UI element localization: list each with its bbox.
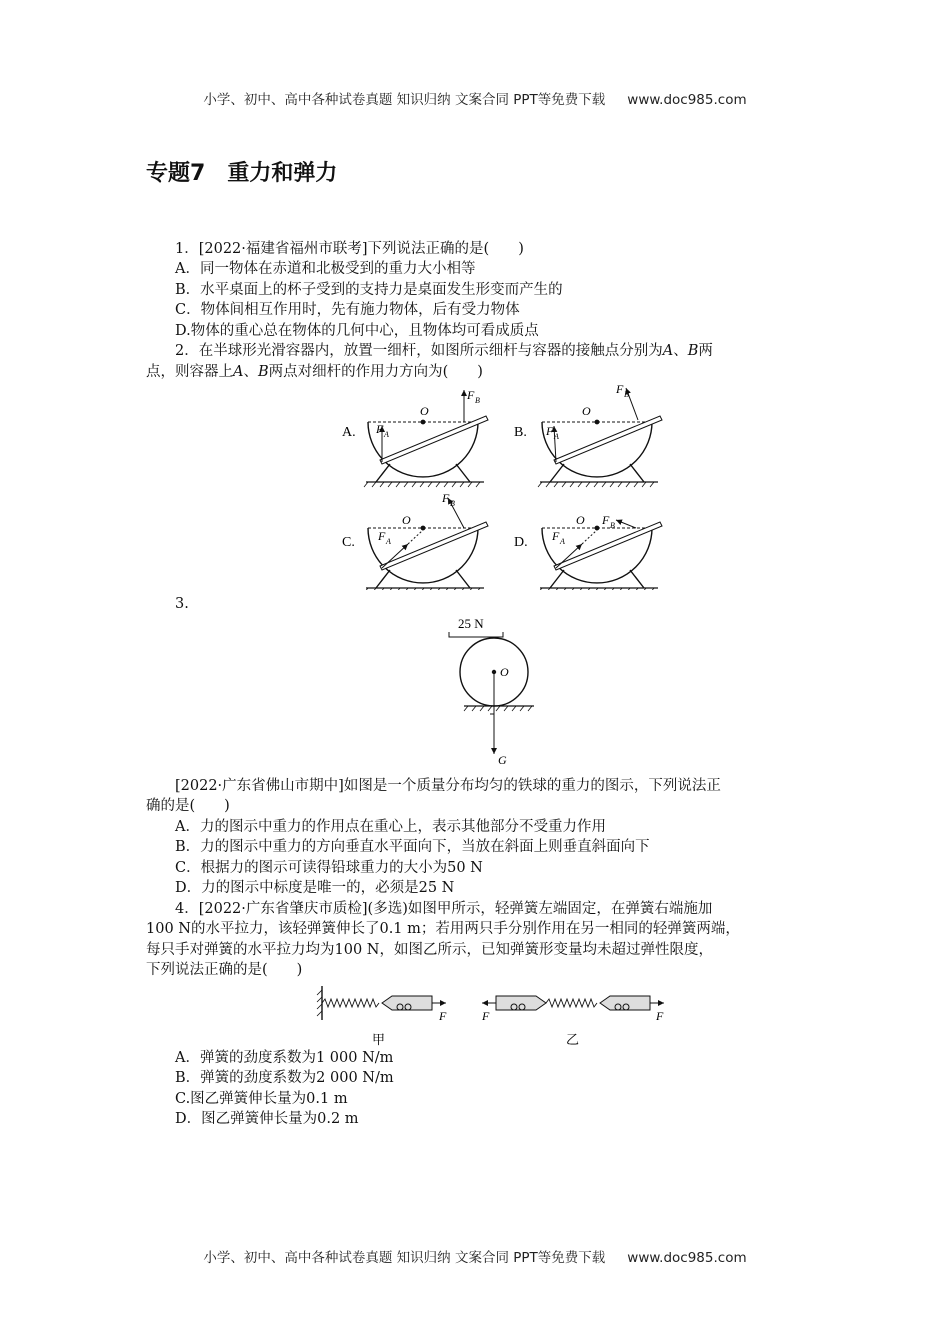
q4-spring-figure	[314, 982, 674, 1048]
bowl-label-b: B.	[514, 425, 527, 440]
spring-figure-jia	[317, 986, 447, 1047]
q1-option-c: C．物体间相互作用时，先有施力物体，后有受力物体	[175, 302, 520, 318]
svg-text:O: O	[402, 513, 411, 527]
header-site: www.doc985.com	[627, 92, 747, 108]
page-title	[146, 156, 337, 187]
bowl-option-c	[364, 498, 488, 590]
title-name: 重力和弹力	[227, 161, 338, 186]
svg-text:A: A	[560, 537, 565, 546]
svg-text:O: O	[420, 404, 429, 418]
svg-text:O: O	[500, 665, 509, 679]
q4-option-b: B．弹簧的劲度系数为2 000 N/m	[175, 1070, 394, 1086]
q3-stem-line2: 确的是( )	[146, 798, 230, 814]
q1-option-d: D.物体的重心总在物体的几何中心，且物体均可看成质点	[175, 323, 539, 339]
footer-text: 小学、初中、高中各种试卷真题 知识归纳 文案合同 PPT等免费下载	[203, 1250, 606, 1266]
q1-option-b: B．水平桌面上的杯子受到的支持力是桌面发生形变而产生的	[175, 282, 563, 298]
q3-number: 3.	[175, 596, 189, 612]
gravity-label: G	[498, 753, 507, 767]
svg-text:O: O	[576, 513, 585, 527]
svg-text:F: F	[439, 1009, 447, 1023]
label-jia: 甲	[372, 1032, 386, 1047]
bowl-label-a: A.	[342, 425, 356, 440]
bowl-label-d: D.	[514, 535, 528, 550]
svg-text:F: F	[602, 513, 610, 527]
q4-option-a: A．弹簧的劲度系数为1 000 N/m	[175, 1050, 394, 1066]
svg-text:F: F	[656, 1009, 664, 1023]
label-yi: 乙	[566, 1032, 580, 1047]
title-topic: 专题7	[146, 161, 206, 186]
page-footer	[0, 1246, 950, 1266]
svg-text:F: F	[546, 424, 554, 438]
bowl-label-c: C.	[342, 535, 355, 550]
svg-text:F: F	[442, 491, 450, 505]
q3-option-d: D．力的图示中标度是唯一的，必须是25 N	[175, 880, 455, 896]
q3-option-a: A．力的图示中重力的作用点在重心上，表示其他部分不受重力作用	[175, 819, 606, 835]
page-header	[0, 88, 950, 108]
svg-text:F: F	[467, 388, 475, 402]
q4-option-d: D．图乙弹簧伸长量为0.2 m	[175, 1111, 359, 1127]
svg-text:F: F	[482, 1009, 490, 1023]
q3-option-c: C．根据力的图示可读得铅球重力的大小为50 N	[175, 860, 483, 876]
q4-option-c: C.图乙弹簧伸长量为0.1 m	[175, 1091, 348, 1107]
svg-text:B: B	[475, 396, 480, 405]
svg-text:O: O	[582, 404, 591, 418]
svg-text:F: F	[376, 422, 384, 436]
q2-stem-line1: 2．在半球形光滑容器内，放置一细杆，如图所示细杆与容器的接触点分别为A、B两	[175, 343, 713, 359]
svg-text:B: B	[610, 521, 615, 530]
svg-text:B: B	[624, 390, 629, 399]
svg-text:F: F	[552, 529, 560, 543]
q3-stem-line1: [2022·广东省佛山市期中]如图是一个质量分布均匀的铁球的重力的图示，下列说法正	[175, 778, 721, 794]
svg-text:A: A	[386, 537, 391, 546]
q4-stem-line4: 下列说法正确的是( )	[146, 962, 303, 978]
q2-stem-line2: 点，则容器上A、B两点对细杆的作用力方向为( )	[146, 364, 483, 380]
q3-option-b: B．力的图示中重力的方向垂直水平面向下，当放在斜面上则垂直斜面向下	[175, 839, 650, 855]
q1-option-a: A．同一物体在赤道和北极受到的重力大小相等	[175, 261, 476, 277]
spring-figure-yi	[481, 996, 664, 1047]
q3-ball-figure	[438, 614, 538, 768]
svg-text:B: B	[450, 499, 455, 508]
svg-text:A: A	[554, 432, 559, 441]
svg-text:A: A	[384, 430, 389, 439]
q1-stem: 1．[2022·福建省福州市联考]下列说法正确的是( )	[175, 241, 524, 257]
q2-bowl-figure	[330, 378, 670, 590]
footer-site: www.doc985.com	[627, 1250, 747, 1266]
scale-label: 25 N	[458, 616, 484, 631]
q4-stem-line2: 100 N的水平拉力，该轻弹簧伸长了0.1 m；若用两只手分别作用在另一相同的轻弹簧两端，	[146, 921, 740, 937]
svg-text:F: F	[616, 382, 624, 396]
svg-text:F: F	[378, 529, 386, 543]
q4-stem-line3: 每只手对弹簧的水平拉力均为100 N，如图乙所示，已知弹簧形变量均未超过弹性限度，	[146, 942, 713, 958]
header-text: 小学、初中、高中各种试卷真题 知识归纳 文案合同 PPT等免费下载	[203, 92, 606, 108]
q4-stem-line1: 4．[2022·广东省肇庆市质检](多选)如图甲所示，轻弹簧左端固定，在弹簧右端施加	[175, 901, 713, 917]
